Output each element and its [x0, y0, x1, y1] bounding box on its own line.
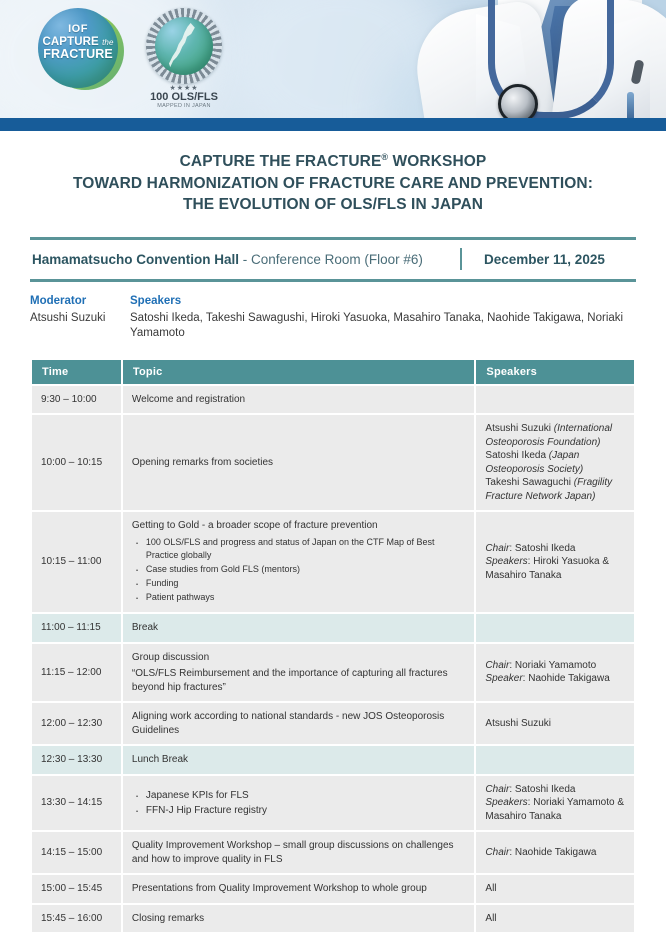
topic-title: Quality Improvement Workshop – small group discussions on challenges and how to improve quality in FLS [131, 840, 454, 865]
logo-the-text: the [102, 37, 114, 47]
cell-time: 13:30 – 14:15 [32, 776, 121, 831]
cell-speakers [476, 386, 634, 414]
topic-bullet-item: · 100 OLS/FLS and progress and status of Japan on the CTF Map of Best Practice globally [144, 536, 466, 562]
venue-rule-bottom [30, 279, 636, 282]
moderator-name: Atsushi Suzuki [30, 311, 106, 324]
topic-title: Group discussion [131, 651, 210, 663]
logo-text-group [38, 24, 118, 62]
registered-trademark-icon: ® [381, 152, 389, 162]
table-row [32, 905, 634, 933]
agenda-table-body [32, 386, 634, 932]
speakers-block [130, 294, 636, 342]
cell-topic [123, 644, 475, 702]
cell-time: 11:00 – 11:15 [32, 614, 121, 642]
speaker-entry [485, 449, 625, 476]
speaker-entry [485, 882, 625, 896]
speaker-organization: (International Osteoporosis Foundation) [485, 423, 613, 448]
speaker-entry: Chair: Satoshi Ikeda [485, 542, 576, 554]
badge-title: 100 OLS/FLS [150, 91, 218, 103]
cell-time: 14:15 – 15:00 [32, 832, 121, 873]
topic-title: Break [131, 622, 159, 634]
pocket-pen-icon [627, 92, 634, 118]
logo-row [38, 8, 230, 112]
table-row [32, 386, 634, 414]
cell-time: 12:30 – 13:30 [32, 746, 121, 774]
speaker-role: Chair [485, 659, 510, 671]
cell-speakers [476, 512, 634, 612]
speaker-name: All [485, 912, 497, 924]
topic-bullet-list [132, 789, 466, 819]
topic-title: Welcome and registration [131, 393, 246, 405]
table-row [32, 832, 634, 873]
cell-topic [123, 905, 475, 933]
topic-title: Getting to Gold - a broader scope of fracture prevention [131, 520, 378, 532]
people-section [30, 294, 636, 342]
cell-topic [123, 776, 475, 831]
topic-title: Aligning work according to national standards - new JOS Osteoporosis Guidelines [131, 711, 445, 736]
cell-speakers [476, 875, 634, 903]
title-line-2: TOWARD HARMONIZATION OF FRACTURE CARE AND PREVENTION: [73, 174, 593, 192]
venue-row [30, 240, 636, 279]
speaker-name: All [485, 883, 497, 895]
topic-title: Opening remarks from societies [131, 457, 274, 469]
topic-bullet-item: · Funding [144, 577, 466, 590]
speaker-entry [485, 912, 625, 926]
speaker-role: Speakers [485, 797, 528, 809]
cell-time: 10:15 – 11:00 [32, 512, 121, 612]
cell-topic [123, 386, 475, 414]
logo-capture-text: CAPTURE the [42, 35, 114, 48]
table-row [32, 415, 634, 510]
table-row [32, 776, 634, 831]
speaker-name: Atsushi Suzuki [485, 717, 551, 729]
speaker-entry: Chair: Naohide Takigawa [485, 846, 597, 858]
title-line-1-post: WORKSHOP [388, 153, 487, 171]
speakers-label: Speakers [130, 295, 182, 308]
topic-title: Closing remarks [131, 912, 205, 924]
speaker-entry: Speakers: Noriaki Yamamoto & Masahiro Tanaka [485, 797, 624, 822]
doctor-photo [380, 0, 666, 118]
cell-speakers [476, 415, 634, 510]
topic-bullet-list [132, 536, 466, 604]
stethoscope-chestpiece-icon [498, 84, 538, 118]
logo-iof-text: IOF [68, 23, 88, 35]
capture-the-fracture-logo [38, 8, 124, 94]
speaker-name: Satoshi Ikeda [485, 450, 549, 462]
speaker-name: Naohide Takigawa [528, 673, 610, 685]
badge-subtitle: MAPPED IN JAPAN [157, 103, 211, 109]
venue-section [30, 237, 636, 282]
title-line-1-pre: CAPTURE THE FRACTURE [179, 153, 382, 171]
cell-speakers [476, 832, 634, 873]
speaker-role: Speakers [485, 556, 528, 568]
speaker-name: Naohide Takigawa [514, 846, 597, 858]
cell-topic [123, 746, 475, 774]
cell-speakers [476, 776, 634, 831]
logo-fracture-text: FRACTURE [43, 47, 113, 62]
title-line-3: THE EVOLUTION OF OLS/FLS IN JAPAN [182, 195, 484, 213]
event-date: December 11, 2025 [484, 251, 605, 267]
speaker-entry: Chair: Satoshi Ikeda [485, 783, 576, 795]
cell-topic [123, 703, 475, 744]
cell-time: 10:00 – 10:15 [32, 415, 121, 510]
topic-bullet-item: · FFN-J Hip Fracture registry [144, 804, 466, 819]
cell-time: 15:45 – 16:00 [32, 905, 121, 933]
topic-bullet-item: · Patient pathways [144, 591, 466, 604]
speaker-name: Atsushi Suzuki [485, 423, 554, 435]
agenda-header-row [32, 360, 634, 384]
venue-room: - Conference Room (Floor #6) [239, 251, 423, 267]
table-row [32, 746, 634, 774]
cell-time: 9:30 – 10:00 [32, 386, 121, 414]
blue-accent-bar [0, 118, 666, 131]
cell-speakers [476, 703, 634, 744]
table-row [32, 614, 634, 642]
cell-time: 11:15 – 12:00 [32, 644, 121, 702]
speaker-organization: (Fragility Fracture Network Japan) [485, 477, 613, 502]
speaker-name: Satoshi Ikeda [514, 542, 576, 554]
hero-banner [0, 0, 666, 118]
speaker-entry [485, 422, 625, 449]
speaker-name: Takeshi Sawaguchi [485, 477, 574, 489]
speaker-name: Hiroki Yasuoka & Masahiro Tanaka [485, 556, 609, 581]
speaker-role: Chair [485, 846, 510, 858]
cell-speakers [476, 905, 634, 933]
venue-name: Hamamatsucho Convention Hall [32, 251, 240, 267]
speaker-name: Noriaki Yamamoto & Masahiro Tanaka [485, 797, 624, 822]
japan-map-icon [169, 23, 199, 69]
cell-topic [123, 614, 475, 642]
speaker-entry: Speaker: Naohide Takigawa [485, 673, 610, 685]
column-header-time: Time [32, 360, 121, 384]
table-row [32, 703, 634, 744]
table-row [32, 512, 634, 612]
speaker-role: Speaker [485, 673, 523, 685]
moderator-block [30, 294, 130, 342]
column-header-speakers: Speakers [476, 360, 634, 384]
moderator-label: Moderator [30, 295, 87, 308]
speaker-entry [485, 476, 625, 503]
venue-divider [460, 248, 462, 270]
title-line-1 [30, 151, 636, 173]
badge-globe-disc [155, 17, 213, 75]
cell-speakers [476, 644, 634, 702]
agenda-table-head [32, 360, 634, 384]
speaker-role: Chair [485, 542, 510, 554]
topic-title: Presentations from Quality Improvement Workshop to whole group [131, 883, 427, 895]
speaker-organization: (Japan Osteoporosis Society) [485, 450, 584, 475]
speaker-name: Noriaki Yamamoto [514, 659, 597, 671]
speakers-names: Satoshi Ikeda, Takeshi Sawagushi, Hiroki Yasuoka, Masahiro Tanaka, Naohide Takigawa, Noriaki Yamamoto [130, 311, 624, 340]
topic-bullet-item: · Japanese KPIs for FLS [144, 789, 466, 804]
table-row [32, 875, 634, 903]
speaker-name: Satoshi Ikeda [514, 783, 576, 795]
topic-subtitle: “OLS/FLS Reimbursement and the importance of capturing all fractures beyond hip fractures” [131, 668, 448, 693]
badge-stars-icon: ★★★★ [169, 85, 199, 92]
agenda-table [30, 358, 636, 934]
cell-time: 15:00 – 15:45 [32, 875, 121, 903]
page-title [30, 151, 636, 215]
topic-title: Lunch Break [131, 754, 189, 766]
topic-bullet-item: · Case studies from Gold FLS (mentors) [144, 563, 466, 576]
speaker-entry: Chair: Noriaki Yamamoto [485, 659, 597, 671]
speaker-role: Chair [485, 783, 510, 795]
cell-topic [123, 512, 475, 612]
ols-fls-japan-badge [138, 8, 230, 112]
cell-topic [123, 875, 475, 903]
speaker-entry [485, 717, 625, 731]
cell-speakers [476, 746, 634, 774]
cell-topic [123, 415, 475, 510]
speaker-entry: Speakers: Hiroki Yasuoka & Masahiro Tanaka [485, 556, 609, 581]
cell-speakers [476, 614, 634, 642]
table-row [32, 644, 634, 702]
cell-topic [123, 832, 475, 873]
column-header-topic: Topic [123, 360, 475, 384]
cell-time: 12:00 – 12:30 [32, 703, 121, 744]
venue-location [32, 252, 460, 267]
